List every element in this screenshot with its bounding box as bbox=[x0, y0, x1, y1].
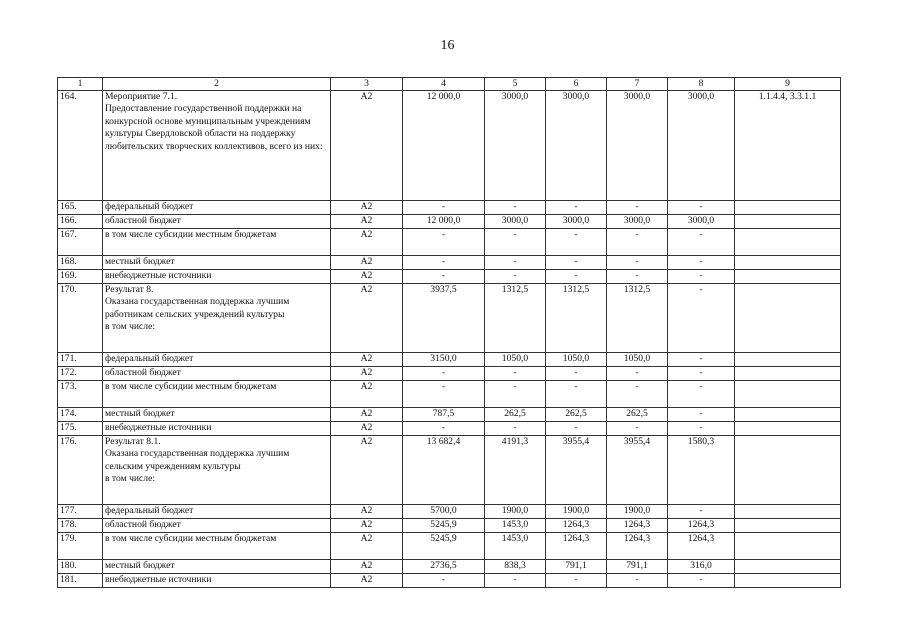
cell-target bbox=[735, 256, 841, 270]
cell-y4: 316,0 bbox=[668, 560, 735, 574]
cell-code: А2 bbox=[331, 367, 403, 381]
cell-y1: - bbox=[485, 270, 546, 284]
cell-code: А2 bbox=[331, 533, 403, 560]
cell-y1: - bbox=[485, 367, 546, 381]
cell-total: - bbox=[403, 381, 485, 408]
cell-y4: - bbox=[668, 284, 735, 353]
cell-y2: - bbox=[546, 256, 607, 270]
cell-name: областной бюджет bbox=[103, 519, 331, 533]
cell-code: А2 bbox=[331, 229, 403, 256]
column-header: 6 bbox=[546, 78, 607, 91]
cell-y2: - bbox=[546, 229, 607, 256]
cell-y2: 791,1 bbox=[546, 560, 607, 574]
cell-y1: 838,3 bbox=[485, 560, 546, 574]
cell-num: 173. bbox=[58, 381, 103, 408]
table-row bbox=[58, 215, 841, 229]
cell-y3: - bbox=[607, 574, 668, 588]
cell-y3: 1312,5 bbox=[607, 284, 668, 353]
cell-num: 168. bbox=[58, 256, 103, 270]
cell-y3: - bbox=[607, 201, 668, 215]
cell-y3: - bbox=[607, 229, 668, 256]
budget-table bbox=[57, 77, 841, 588]
cell-y4: - bbox=[668, 256, 735, 270]
cell-y2: 3000,0 bbox=[546, 91, 607, 201]
cell-code: А2 bbox=[331, 560, 403, 574]
cell-y2: 3000,0 bbox=[546, 215, 607, 229]
table-row bbox=[58, 574, 841, 588]
cell-total: - bbox=[403, 201, 485, 215]
cell-code: А2 bbox=[331, 381, 403, 408]
cell-num: 181. bbox=[58, 574, 103, 588]
cell-y1: 3000,0 bbox=[485, 91, 546, 201]
cell-total: 5700,0 bbox=[403, 505, 485, 519]
cell-num: 167. bbox=[58, 229, 103, 256]
table-body bbox=[58, 91, 841, 588]
cell-y2: 262,5 bbox=[546, 408, 607, 422]
cell-target: 1.1.4.4, 3.3.1.1 bbox=[735, 91, 841, 201]
cell-target bbox=[735, 367, 841, 381]
table-row bbox=[58, 256, 841, 270]
cell-y1: - bbox=[485, 381, 546, 408]
cell-target bbox=[735, 505, 841, 519]
cell-y4: - bbox=[668, 408, 735, 422]
cell-y4: 1264,3 bbox=[668, 533, 735, 560]
cell-name: Мероприятие 7.1. Предоставление государственной поддержки на конкурсной основе муниципальным учреждениям культуры Свердловской области на поддержку любительских творческих коллективов, всего из них: bbox=[103, 91, 331, 201]
cell-y4: - bbox=[668, 381, 735, 408]
cell-y2: 1050,0 bbox=[546, 353, 607, 367]
cell-num: 166. bbox=[58, 215, 103, 229]
cell-total: - bbox=[403, 422, 485, 436]
cell-target bbox=[735, 284, 841, 353]
cell-y1: - bbox=[485, 229, 546, 256]
cell-target bbox=[735, 229, 841, 256]
cell-target bbox=[735, 408, 841, 422]
cell-name: внебюджетные источники bbox=[103, 422, 331, 436]
table-row bbox=[58, 519, 841, 533]
cell-y2: 1264,3 bbox=[546, 533, 607, 560]
cell-code: А2 bbox=[331, 505, 403, 519]
cell-total: - bbox=[403, 229, 485, 256]
table-header-row bbox=[58, 78, 841, 91]
cell-y3: - bbox=[607, 381, 668, 408]
cell-code: А2 bbox=[331, 284, 403, 353]
cell-y2: 1900,0 bbox=[546, 505, 607, 519]
table-row bbox=[58, 381, 841, 408]
cell-y3: 1264,3 bbox=[607, 533, 668, 560]
cell-y3: 3955,4 bbox=[607, 436, 668, 505]
column-header: 7 bbox=[607, 78, 668, 91]
cell-target bbox=[735, 422, 841, 436]
column-header: 3 bbox=[331, 78, 403, 91]
cell-num: 171. bbox=[58, 353, 103, 367]
cell-y2: - bbox=[546, 367, 607, 381]
cell-y4: - bbox=[668, 422, 735, 436]
cell-y1: 262,5 bbox=[485, 408, 546, 422]
cell-name: внебюджетные источники bbox=[103, 270, 331, 284]
column-header: 9 bbox=[735, 78, 841, 91]
cell-y4: - bbox=[668, 505, 735, 519]
cell-y2: - bbox=[546, 574, 607, 588]
cell-num: 175. bbox=[58, 422, 103, 436]
cell-total: 5245,9 bbox=[403, 533, 485, 560]
cell-y1: - bbox=[485, 201, 546, 215]
cell-total: - bbox=[403, 256, 485, 270]
cell-total: 2736,5 bbox=[403, 560, 485, 574]
cell-name: Результат 8. Оказана государственная поддержка лучшим работникам сельских учреждений культуры в том числе: bbox=[103, 284, 331, 353]
cell-y2: 1264,3 bbox=[546, 519, 607, 533]
cell-target bbox=[735, 201, 841, 215]
cell-total: - bbox=[403, 270, 485, 284]
column-header: 1 bbox=[58, 78, 103, 91]
table-row bbox=[58, 284, 841, 353]
cell-y3: 3000,0 bbox=[607, 91, 668, 201]
cell-y1: 4191,3 bbox=[485, 436, 546, 505]
cell-code: А2 bbox=[331, 353, 403, 367]
table-row bbox=[58, 270, 841, 284]
cell-y4: 1580,3 bbox=[668, 436, 735, 505]
cell-y3: 1264,3 bbox=[607, 519, 668, 533]
table-row bbox=[58, 91, 841, 201]
table-row bbox=[58, 353, 841, 367]
cell-y4: - bbox=[668, 367, 735, 381]
cell-y3: 1050,0 bbox=[607, 353, 668, 367]
cell-num: 176. bbox=[58, 436, 103, 505]
cell-total: 12 000,0 bbox=[403, 91, 485, 201]
cell-name: местный бюджет bbox=[103, 256, 331, 270]
cell-target bbox=[735, 574, 841, 588]
cell-name: областной бюджет bbox=[103, 215, 331, 229]
cell-name: федеральный бюджет bbox=[103, 353, 331, 367]
cell-code: А2 bbox=[331, 422, 403, 436]
cell-y1: 1050,0 bbox=[485, 353, 546, 367]
cell-y3: - bbox=[607, 270, 668, 284]
cell-y4: 1264,3 bbox=[668, 519, 735, 533]
table-row bbox=[58, 533, 841, 560]
table-row bbox=[58, 201, 841, 215]
cell-y3: 3000,0 bbox=[607, 215, 668, 229]
cell-y1: 1900,0 bbox=[485, 505, 546, 519]
cell-code: А2 bbox=[331, 408, 403, 422]
cell-name: в том числе субсидии местным бюджетам bbox=[103, 533, 331, 560]
cell-y1: 1453,0 bbox=[485, 519, 546, 533]
table-row bbox=[58, 408, 841, 422]
column-header: 4 bbox=[403, 78, 485, 91]
cell-name: местный бюджет bbox=[103, 408, 331, 422]
cell-num: 164. bbox=[58, 91, 103, 201]
page-number: 16 bbox=[440, 38, 455, 53]
cell-name: в том числе субсидии местным бюджетам bbox=[103, 381, 331, 408]
cell-total: 12 000,0 bbox=[403, 215, 485, 229]
cell-target bbox=[735, 560, 841, 574]
cell-y4: - bbox=[668, 201, 735, 215]
cell-code: А2 bbox=[331, 91, 403, 201]
cell-y2: 3955,4 bbox=[546, 436, 607, 505]
cell-num: 165. bbox=[58, 201, 103, 215]
cell-y2: - bbox=[546, 201, 607, 215]
cell-y4: - bbox=[668, 270, 735, 284]
cell-y3: 791,1 bbox=[607, 560, 668, 574]
cell-target bbox=[735, 436, 841, 505]
table-row bbox=[58, 422, 841, 436]
cell-num: 180. bbox=[58, 560, 103, 574]
cell-num: 178. bbox=[58, 519, 103, 533]
cell-num: 177. bbox=[58, 505, 103, 519]
cell-target bbox=[735, 533, 841, 560]
cell-y1: - bbox=[485, 574, 546, 588]
cell-target bbox=[735, 353, 841, 367]
cell-y4: 3000,0 bbox=[668, 215, 735, 229]
column-header: 5 bbox=[485, 78, 546, 91]
cell-code: А2 bbox=[331, 201, 403, 215]
column-header: 8 bbox=[668, 78, 735, 91]
cell-total: 787,5 bbox=[403, 408, 485, 422]
cell-name: внебюджетные источники bbox=[103, 574, 331, 588]
cell-num: 174. bbox=[58, 408, 103, 422]
cell-name: местный бюджет bbox=[103, 560, 331, 574]
cell-y4: 3000,0 bbox=[668, 91, 735, 201]
cell-y1: - bbox=[485, 256, 546, 270]
cell-code: А2 bbox=[331, 436, 403, 505]
cell-num: 179. bbox=[58, 533, 103, 560]
cell-code: А2 bbox=[331, 215, 403, 229]
cell-y2: - bbox=[546, 381, 607, 408]
cell-num: 172. bbox=[58, 367, 103, 381]
cell-y3: 1900,0 bbox=[607, 505, 668, 519]
cell-target bbox=[735, 381, 841, 408]
table-row bbox=[58, 229, 841, 256]
cell-num: 170. bbox=[58, 284, 103, 353]
cell-total: - bbox=[403, 574, 485, 588]
cell-code: А2 bbox=[331, 256, 403, 270]
cell-code: А2 bbox=[331, 519, 403, 533]
cell-code: А2 bbox=[331, 270, 403, 284]
cell-name: Результат 8.1. Оказана государственная поддержка лучшим сельским учреждениям культуры в том числе: bbox=[103, 436, 331, 505]
cell-target bbox=[735, 270, 841, 284]
cell-total: 3937,5 bbox=[403, 284, 485, 353]
cell-y3: - bbox=[607, 367, 668, 381]
cell-y1: 1453,0 bbox=[485, 533, 546, 560]
cell-y2: 1312,5 bbox=[546, 284, 607, 353]
cell-total: 13 682,4 bbox=[403, 436, 485, 505]
cell-target bbox=[735, 519, 841, 533]
cell-y2: - bbox=[546, 422, 607, 436]
cell-name: федеральный бюджет bbox=[103, 201, 331, 215]
cell-code: А2 bbox=[331, 574, 403, 588]
table-row bbox=[58, 560, 841, 574]
cell-y2: - bbox=[546, 270, 607, 284]
cell-total: 5245,9 bbox=[403, 519, 485, 533]
cell-y4: - bbox=[668, 574, 735, 588]
table-row bbox=[58, 436, 841, 505]
table-row bbox=[58, 505, 841, 519]
cell-y4: - bbox=[668, 229, 735, 256]
cell-y4: - bbox=[668, 353, 735, 367]
cell-y3: - bbox=[607, 256, 668, 270]
cell-y3: - bbox=[607, 422, 668, 436]
cell-name: областной бюджет bbox=[103, 367, 331, 381]
cell-y1: 1312,5 bbox=[485, 284, 546, 353]
table-row bbox=[58, 367, 841, 381]
cell-num: 169. bbox=[58, 270, 103, 284]
cell-total: - bbox=[403, 367, 485, 381]
column-header: 2 bbox=[103, 78, 331, 91]
cell-target bbox=[735, 215, 841, 229]
cell-y1: 3000,0 bbox=[485, 215, 546, 229]
cell-y3: 262,5 bbox=[607, 408, 668, 422]
cell-y1: - bbox=[485, 422, 546, 436]
cell-name: федеральный бюджет bbox=[103, 505, 331, 519]
cell-total: 3150,0 bbox=[403, 353, 485, 367]
cell-name: в том числе субсидии местным бюджетам bbox=[103, 229, 331, 256]
